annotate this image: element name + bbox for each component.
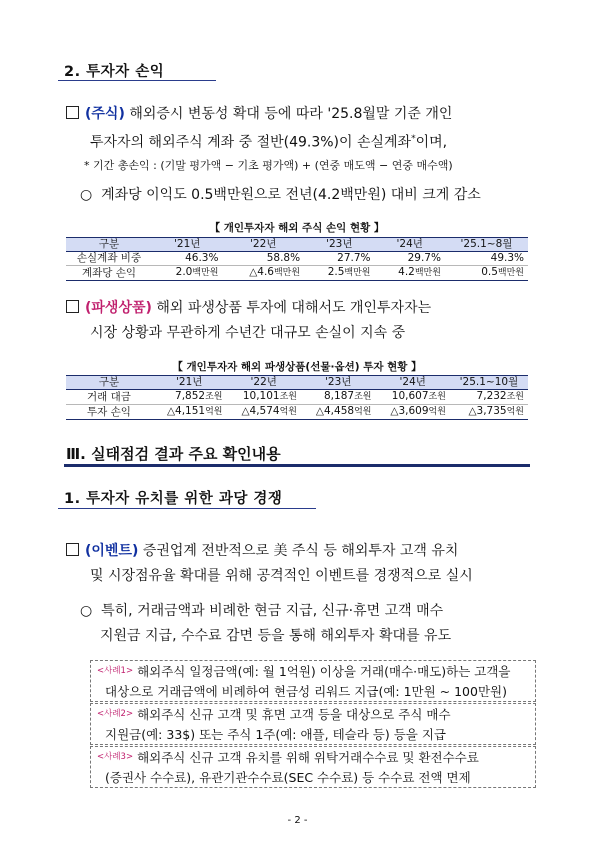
table-header: '22년 (226, 376, 300, 390)
table-header: '23년 (301, 376, 375, 390)
table-cell: 2.5백만원 (304, 266, 374, 281)
case-box-3 (90, 746, 536, 788)
table-caption: 【 개인투자자 해외 파생상품(선물·옵션) 투자 현황 】 (172, 361, 422, 373)
section-title: 1. 투자자 유치를 위한 과당 경쟁 (64, 491, 283, 507)
case-text: 해외주식 신규 고객 유치를 위해 위탁거래수수료 및 환전수수료 (137, 750, 479, 765)
table-header-row (66, 376, 528, 390)
sub-bullet-incentives-line1 (80, 600, 443, 623)
unit-label: 조원 (428, 392, 446, 402)
case-text: 해외주식 일정금액(예: 월 1억원) 이상을 거래(매수·매도)하는 고객을 (137, 664, 511, 679)
unit-label: 백만원 (273, 268, 301, 278)
sub-bullet-incentives-line2: 지원금 지급, 수수료 감면 등을 통해 해외투자 확대를 유도 (100, 628, 452, 644)
row-label: 거래 대금 (66, 390, 152, 405)
unit-label: 조원 (506, 392, 524, 402)
table-cell: 49.3% (445, 252, 528, 266)
table-header: '21년 (152, 238, 222, 252)
unit-label: 조원 (279, 392, 297, 402)
unit-label: 억원 (354, 407, 372, 417)
bullet-text: 투자자의 해외주식 계좌 중 절반(49.3%)이 손실계좌 (90, 134, 412, 151)
section-title: 2. 투자자 손익 (64, 64, 165, 80)
table-header: '22년 (222, 238, 304, 252)
unit-label: 억원 (279, 407, 297, 417)
table-cell: 4.2백만원 (375, 266, 445, 281)
category-label: (이벤트) (85, 543, 139, 559)
table-cell: 8,187조원 (301, 390, 375, 405)
chapter-title: Ⅲ. 실태점검 결과 주요 확인내용 (66, 445, 281, 463)
table-cell: 29.7% (375, 252, 445, 266)
case-text: 해외주식 신규 고객 및 휴면 고객 등을 대상으로 주식 매수 (137, 707, 451, 722)
table-row (66, 266, 528, 281)
table-header: 구분 (66, 238, 152, 252)
checkbox-icon (66, 300, 79, 313)
case-box-1 (90, 660, 536, 702)
bullet-stocks-line2 (90, 128, 447, 155)
table-header: '21년 (152, 376, 226, 390)
footnote-mark: * (411, 134, 416, 144)
table-cell: △4.6백만원 (222, 266, 304, 281)
unit-label: 백만원 (414, 268, 441, 278)
derivatives-table (66, 375, 528, 420)
unit-label: 억원 (205, 407, 223, 417)
table-row (66, 252, 528, 266)
row-label: 계좌당 손익 (66, 266, 152, 281)
table-cell: △3,735억원 (450, 405, 528, 420)
sub-bullet-text: 특히, 거래금액과 비례한 현금 지급, 신규·휴면 고객 매수 (101, 603, 444, 619)
circle-bullet-icon: ○ (80, 187, 93, 203)
bullet-text: 증권업계 전반적으로 美 주식 등 해외투자 고객 유치 (142, 543, 459, 559)
table-cell: 10,101조원 (226, 390, 300, 405)
table-cell: 0.5백만원 (445, 266, 528, 281)
sub-bullet-text: 계좌당 이익도 0.5백만원으로 전년(4.2백만원) 대비 크게 감소 (101, 187, 481, 203)
table-header: 구분 (66, 376, 152, 390)
unit-label: 백만원 (497, 268, 524, 278)
section-title-underline (58, 508, 316, 509)
category-label: (파생상품) (85, 300, 152, 316)
case-text: 지원금(예: 33$) 또는 주식 1주(예: 애플, 테슬라 등) 등을 지급 (105, 727, 446, 742)
chapter-title-underline (64, 464, 530, 467)
sub-bullet-profit (80, 184, 481, 207)
table-header: '24년 (375, 238, 445, 252)
table-cell: 10,607조원 (375, 390, 449, 405)
case-tag: <사례2> (97, 709, 134, 719)
unit-label: 백만원 (192, 268, 219, 278)
bullet-text: 해외증시 변동성 확대 등에 따라 '25.8월말 기준 개인 (129, 106, 453, 122)
bullet-text: 해외 파생상품 투자에 대해서도 개인투자자는 (156, 300, 432, 316)
stock-pnl-table (66, 237, 528, 281)
table-cell: △3,609억원 (375, 405, 449, 420)
table-cell: △4,151억원 (152, 405, 226, 420)
case-box-2 (90, 703, 536, 745)
category-label: (주식) (85, 106, 125, 122)
table-cell: 2.0백만원 (152, 266, 222, 281)
table-header: '24년 (375, 376, 449, 390)
case-text: (증권사 수수료), 유관기관수수료(SEC 수수료) 등 수수료 전액 면제 (105, 770, 471, 785)
bullet-events-line1 (66, 540, 458, 563)
table-cell: 7,852조원 (152, 390, 226, 405)
unit-label: 억원 (428, 407, 446, 417)
table-header: '25.1~10월 (450, 376, 528, 390)
case-tag: <사례1> (97, 666, 134, 676)
table-header: '23년 (304, 238, 374, 252)
table-row (66, 390, 528, 405)
table-cell: 58.8% (222, 252, 304, 266)
checkbox-icon (66, 106, 79, 119)
case-tag: <사례3> (97, 752, 134, 762)
circle-bullet-icon: ○ (80, 603, 93, 619)
table-cell: 7,232조원 (450, 390, 528, 405)
case-text: 대상으로 거래금액에 비례하여 현금성 리워드 지급(예: 1만원 ~ 100만원) (105, 684, 507, 699)
unit-label: 조원 (205, 392, 223, 402)
bullet-stocks-line1 (66, 103, 452, 126)
row-label: 손실계좌 비중 (66, 252, 152, 266)
unit-label: 백만원 (344, 268, 371, 278)
section-title-underline (58, 80, 216, 81)
bullet-text: 이며, (415, 134, 448, 151)
unit-label: 억원 (506, 407, 524, 417)
table-row (66, 405, 528, 420)
table-cell: △4,458억원 (301, 405, 375, 420)
table-cell: 46.3% (152, 252, 222, 266)
checkbox-icon (66, 543, 79, 556)
table-header-row (66, 238, 528, 252)
bullet-events-line2: 및 시장점유율 확대를 위해 공격적인 이벤트를 경쟁적으로 실시 (90, 568, 473, 584)
row-label: 투자 손익 (66, 405, 152, 420)
footnote: * 기간 총손익 : (기말 평가액 − 기초 평가액) + (연중 매도액 − 연중 매수액) (84, 159, 453, 172)
unit-label: 조원 (354, 392, 372, 402)
table-cell: 27.7% (304, 252, 374, 266)
table-cell: △4,574억원 (226, 405, 300, 420)
table-header: '25.1~8월 (445, 238, 528, 252)
bullet-derivatives-line1 (66, 297, 431, 320)
page-number: - 2 - (287, 815, 308, 826)
table-caption: 【 개인투자자 해외 주식 손익 현황 】 (209, 222, 385, 234)
bullet-derivatives-line2: 시장 상황과 무관하게 수년간 대규모 손실이 지속 중 (90, 325, 406, 341)
